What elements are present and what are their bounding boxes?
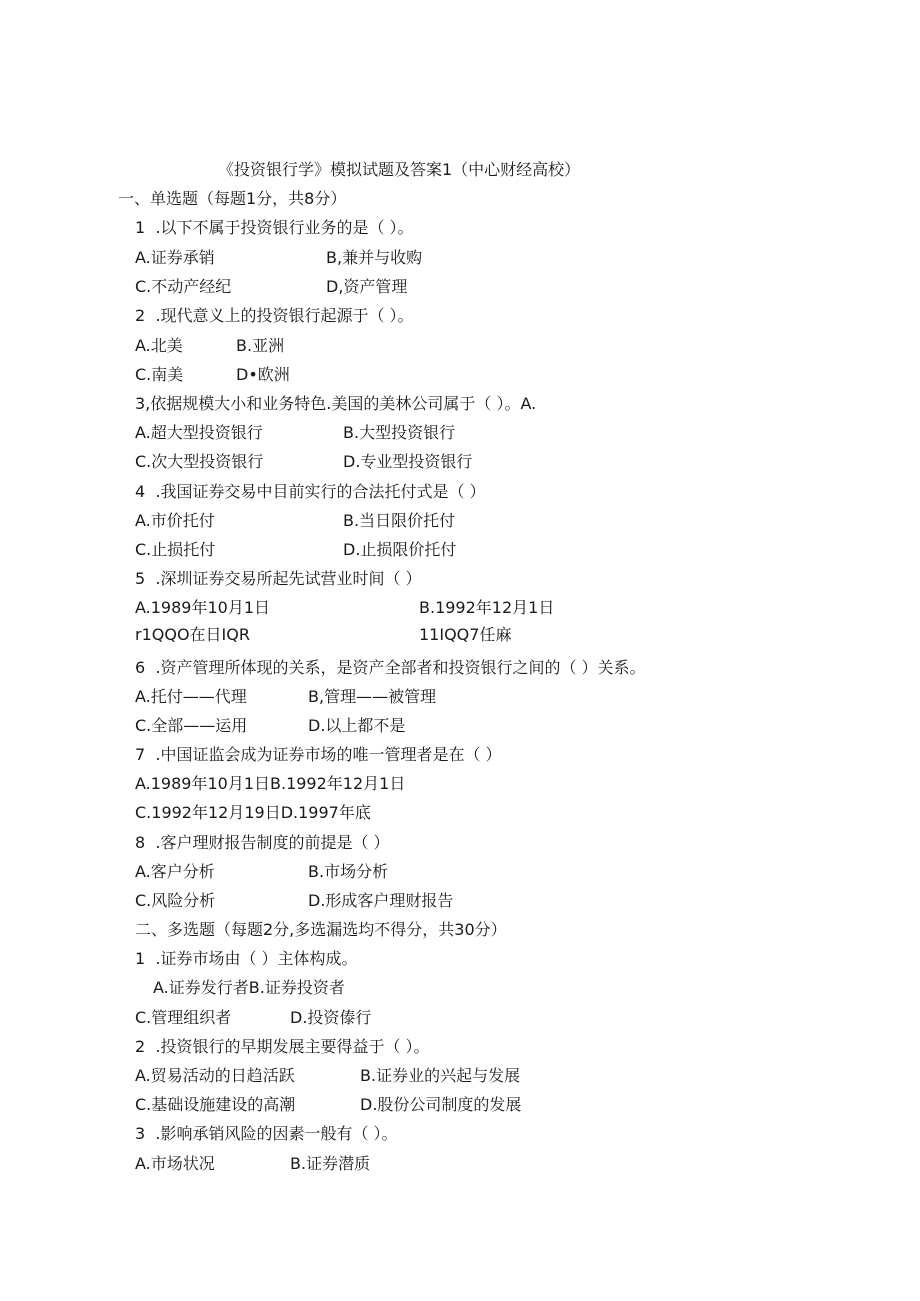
s2-q1-option-c: C.管理组织者 [135, 1008, 232, 1027]
s1-q1-option-c: C.不动产经纪 [135, 277, 232, 296]
s1-q2-stem: 2 .现代意义上的投资银行起源于（ ）。 [135, 306, 414, 325]
section1-heading: 一、单选题（每题1分，共8分） [118, 189, 347, 208]
document-title: 《投资银行学》模拟试题及答案1（中心财经高校） [218, 160, 581, 179]
s1-q1-option-a: A.证券承销 [135, 248, 215, 267]
s1-q7-stem: 7 .中国证监会成为证券市场的唯一管理者是在（ ） [135, 745, 502, 764]
s2-q2-stem: 2 .投资银行的早期发展主要得益于（ ）。 [135, 1037, 430, 1056]
s1-q6-option-d: D.以上都不是 [308, 716, 406, 735]
s2-q3-stem: 3 .影响承销风险的因素一般有（ ）。 [135, 1124, 398, 1143]
s1-q2-option-c: C.南美 [135, 365, 184, 384]
s1-q4-option-a: A.市价托付 [135, 511, 215, 530]
s1-q8-option-c: C.风险分析 [135, 891, 216, 910]
s2-q2-option-c: C.基础设施建设的高潮 [135, 1095, 296, 1114]
s1-q2-option-b: B.亚洲 [236, 336, 285, 355]
s1-q8-option-d: D.形成客户理财报告 [308, 891, 454, 910]
s1-q8-stem: 8 .客户理财报告制度的前提是（ ） [135, 833, 390, 852]
s1-q4-option-c: C.止损托付 [135, 540, 216, 559]
s2-q1-stem: 1 .证券市场由（ ）主体构成。 [135, 949, 358, 968]
s1-q6-option-c: C.全部——运用 [135, 716, 248, 735]
s1-q7-options-cd: C.1992年12月19日D.1997年底 [135, 803, 371, 822]
section2-heading: 二、多选题（每题2分,多选漏选均不得分，共30分） [135, 920, 507, 939]
s1-q5-option-a: A.1989年10月1日 [135, 598, 271, 617]
s1-q6-option-b: B,管理——被管理 [308, 687, 437, 706]
s1-q3-option-a: A.超大型投资银行 [135, 423, 263, 442]
s1-q5-option-b: B.1992年12月1日 [419, 598, 555, 617]
s1-q1-option-d: D,资产管理 [326, 277, 408, 296]
s2-q1-options-ab: A.证券发行者B.证券投资者 [153, 978, 345, 997]
s1-q6-stem: 6 .资产管理所体现的关系，是资产全部者和投资银行之间的（ ）关系。 [135, 658, 646, 677]
s2-q3-option-a: A.市场状况 [135, 1154, 215, 1173]
s1-q7-options-ab: A.1989年10月1日B.1992年12月1日 [135, 774, 406, 793]
s1-q3-stem: 3,依据规模大小和业务特色.美国的美林公司属于（ ）。A. [135, 394, 537, 413]
s2-q2-option-b: B.证券业的兴起与发展 [360, 1066, 521, 1085]
s2-q3-option-b: B.证券潜质 [290, 1154, 371, 1173]
s2-q1-option-d: D.投资傣行 [290, 1008, 372, 1027]
s1-q3-option-d: D.专业型投资银行 [343, 452, 473, 471]
s1-q5-option-d: 11IQQ7任麻 [419, 625, 512, 644]
s1-q8-option-b: B.市场分析 [308, 862, 389, 881]
s1-q4-stem: 4 .我国证券交易中目前实行的合法托付式是（ ） [135, 482, 486, 501]
s1-q2-option-d: D•欧洲 [236, 365, 290, 384]
s1-q2-option-a: A.北美 [135, 336, 183, 355]
s2-q2-option-d: D.股份公司制度的发展 [360, 1095, 522, 1114]
s1-q3-option-c: C.次大型投资银行 [135, 452, 264, 471]
s1-q1-option-b: B,兼并与收购 [326, 248, 423, 267]
s1-q6-option-a: A.托付——代理 [135, 687, 247, 706]
s1-q1-stem: 1 .以下不属于投资银行业务的是（ ）。 [135, 218, 414, 237]
s2-q2-option-a: A.贸易活动的日趋活跃 [135, 1066, 295, 1085]
s1-q5-option-c: r1QQO在日IQR [135, 625, 250, 644]
s1-q8-option-a: A.客户分析 [135, 862, 215, 881]
s1-q4-option-b: B.当日限价托付 [343, 511, 456, 530]
s1-q3-option-b: B.大型投资银行 [343, 423, 456, 442]
s1-q4-option-d: D.止损限价托付 [343, 540, 457, 559]
s1-q5-stem: 5 .深圳证券交易所起先试营业时间（ ） [135, 569, 422, 588]
